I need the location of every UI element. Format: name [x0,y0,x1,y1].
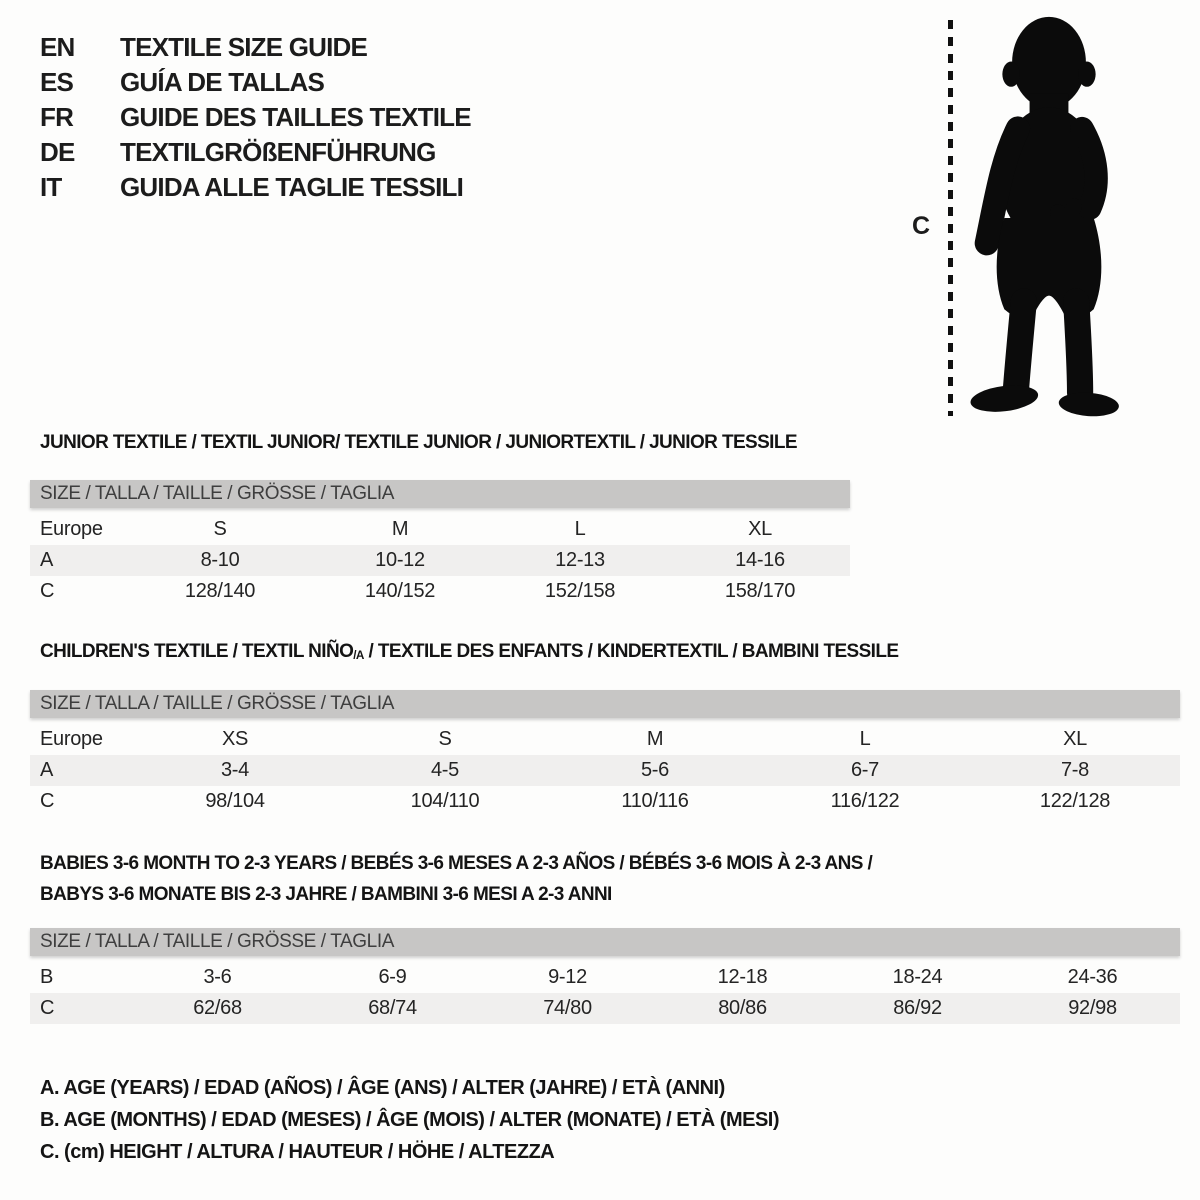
cell: 140/152 [364,580,436,602]
cell: 6-7 [850,759,879,781]
cell: 14-16 [735,549,785,571]
cell: 10-12 [375,549,425,571]
section-title-babies-line1: BABIES 3-6 MONTH TO 2-3 YEARS / BEBÉS 3-6 MESES A 2-3 AÑOS / BÉBÉS 3-6 MOIS À 2-3 ANS / [40,853,873,874]
table-row [30,545,850,576]
language-code: DE [40,137,75,167]
cell: 86/92 [893,997,942,1019]
section-title-children-post: / TEXTILE DES ENFANTS / KINDERTEXTIL / BAMBINI TESSILE [363,641,899,662]
table-header: SIZE / TALLA / TAILLE / GRÖSSE / TAGLIA [30,690,1180,718]
cell: 80/86 [718,997,767,1019]
cell: S [213,518,227,540]
cell: S [438,728,452,750]
cell: 152/158 [544,580,616,602]
language-title: TEXTILE SIZE GUIDE [120,32,368,62]
size-table-junior [30,480,850,607]
language-code: FR [40,102,74,132]
legend-line-c: C. (cm) HEIGHT / ALTURA / HAUTEUR / HÖHE / ALTEZZA [40,1141,555,1163]
cell: 98/104 [205,790,265,812]
row-label: B [40,966,54,988]
cell: 104/110 [410,790,480,812]
cell: 12-13 [555,549,605,571]
language-code: EN [40,32,75,62]
cell: 24-36 [1067,966,1118,988]
toddler-silhouette-icon [960,12,1138,420]
cell: 116/122 [830,790,900,812]
cell: XL [1063,728,1087,750]
cell: 6-9 [378,966,407,988]
section-title-babies [40,848,872,910]
language-list [40,30,471,205]
cell: 18-24 [892,966,943,988]
language-title: GUIDA ALLE TAGLIE TESSILI [120,172,464,202]
legend [40,1072,779,1168]
section-title-children [40,641,898,663]
cell: XS [221,728,249,750]
cell: 68/74 [368,997,417,1019]
row-label: C [40,580,55,602]
cell: 3-6 [203,966,232,988]
cell: L [574,518,586,540]
language-row [40,170,471,205]
cell: 9-12 [548,966,587,988]
cell: 74/80 [543,997,592,1019]
table-header: SIZE / TALLA / TAILLE / GRÖSSE / TAGLIA [30,480,850,508]
table-row [30,755,1180,786]
language-title: TEXTILGRÖßENFÜHRUNG [120,137,436,167]
size-table-children [30,690,1180,817]
section-title-junior: JUNIOR TEXTILE / TEXTIL JUNIOR/ TEXTILE JUNIOR / JUNIORTEXTIL / JUNIOR TESSILE [40,432,797,453]
row-label: C [40,997,55,1019]
language-code: IT [40,172,62,202]
size-table-babies [30,928,1180,1024]
cell: 62/68 [193,997,242,1019]
table-row [30,993,1180,1024]
language-title: GUÍA DE TALLAS [120,67,325,97]
cell: 3-4 [220,759,249,781]
cell: M [391,518,409,540]
cell: 4-5 [430,759,459,781]
language-row [40,100,471,135]
table-row [30,724,1180,755]
table-header: SIZE / TALLA / TAILLE / GRÖSSE / TAGLIA [30,928,1180,956]
section-title-children-sub: /A [353,649,364,663]
table-row [30,576,850,607]
language-row [40,135,471,170]
row-label: A [40,549,54,571]
cell: 5-6 [640,759,669,781]
row-label: Europe [40,728,103,750]
row-label: Europe [40,518,103,540]
cell: 12-18 [717,966,768,988]
cell: 8-10 [200,549,240,571]
cell: M [646,728,664,750]
cell: 110/116 [621,790,689,812]
language-row [40,65,471,100]
height-measure-label: C [912,212,931,240]
section-title-children-pre: CHILDREN'S TEXTILE / TEXTIL NIÑO [40,641,354,662]
cell: 122/128 [1039,790,1111,812]
table-row [30,962,1180,993]
cell: XL [748,518,772,540]
cell: L [859,728,871,750]
row-label: C [40,790,55,812]
section-title-babies-line2: BABYS 3-6 MONATE BIS 2-3 JAHRE / BAMBINI 3-6 MESI A 2-3 ANNI [40,884,612,905]
height-dashed-line [948,20,953,416]
cell: 92/98 [1068,997,1117,1019]
language-row [40,30,471,65]
table-row [30,786,1180,817]
language-title: GUIDE DES TAILLES TEXTILE [120,102,471,132]
language-code: ES [40,67,74,97]
legend-line-b: B. AGE (MONTHS) / EDAD (MESES) / ÂGE (MOIS) / ALTER (MONATE) / ETÀ (MESI) [40,1109,780,1131]
cell: 158/170 [724,580,796,602]
table-row [30,514,850,545]
cell: 128/140 [184,580,256,602]
cell: 7-8 [1060,759,1089,781]
row-label: A [40,759,54,781]
legend-line-a: A. AGE (YEARS) / EDAD (AÑOS) / ÂGE (ANS) / ALTER (JAHRE) / ETÀ (ANNI) [40,1077,725,1099]
